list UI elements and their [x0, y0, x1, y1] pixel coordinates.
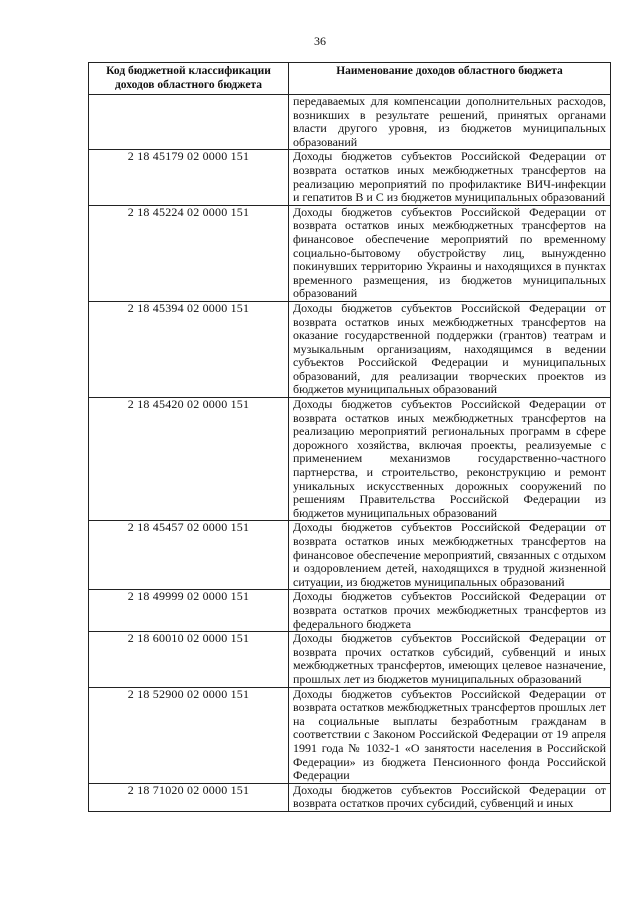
row-code: 2 18 45420 02 0000 151 — [89, 398, 289, 521]
table-row — [89, 150, 611, 205]
row-code: 2 18 49999 02 0000 151 — [89, 590, 289, 632]
budget-classification-table — [88, 62, 611, 812]
row-name: Доходы бюджетов субъектов Российской Федерации от возврата остатков иных межбюджетных трансфертов на оказание государственной поддержки (грантов) театрам и музыкальным организациям, находящимся в ведении субъектов Российской Федерации и муниципальных образований, для реализации творческих проектов из бюджетов муниципальных образований — [289, 301, 611, 397]
row-name: передаваемых для компенсации дополнительных расходов, возникших в результате решений, принятых органами власти другого уровня, из бюджетов муниципальных образований — [289, 95, 611, 150]
table-row — [89, 95, 611, 150]
row-code: 2 18 71020 02 0000 151 — [89, 783, 289, 811]
table-row — [89, 301, 611, 397]
row-code: 2 18 60010 02 0000 151 — [89, 632, 289, 687]
page-number: 36 — [314, 34, 326, 48]
row-name: Доходы бюджетов субъектов Российской Федерации от возврата остатков межбюджетных трансфертов прошлых лет на социальные выплаты безработным гражданам в соответствии с Законом Российской Федерации от 19 апреля 1991 года № 1032-1 «О занятости населения в Российской Федерации» из бюджета Пенсионного фонда Российской Федерации — [289, 687, 611, 783]
header-name: Наименование доходов областного бюджета — [289, 63, 611, 95]
row-name: Доходы бюджетов субъектов Российской Федерации от возврата остатков иных межбюджетных трансфертов на реализацию мероприятий региональных программ в сфере дорожного хозяйства, включая проекты, реализуемые с применением механизмов государственно-частного партнерства, и строительство, реконструкцию и ремонт уникальных искусственных дорожных сооружений по решениям Правительства Российской Федерации из бюджетов муниципальных образований — [289, 398, 611, 521]
table-row — [89, 590, 611, 632]
row-code — [89, 95, 289, 150]
table-header-row — [89, 63, 611, 95]
row-name: Доходы бюджетов субъектов Российской Федерации от возврата остатков иных межбюджетных трансфертов на реализацию мероприятий по профилактике ВИЧ-инфекции и гепатитов В и С из бюджетов муниципальных образований — [289, 150, 611, 205]
table-row — [89, 632, 611, 687]
row-code: 2 18 45224 02 0000 151 — [89, 205, 289, 301]
table-row — [89, 783, 611, 811]
table-row — [89, 398, 611, 521]
table-row — [89, 205, 611, 301]
row-code: 2 18 52900 02 0000 151 — [89, 687, 289, 783]
row-name: Доходы бюджетов субъектов Российской Федерации от возврата остатков прочих субсидий, субвенций и иных — [289, 783, 611, 811]
row-name: Доходы бюджетов субъектов Российской Федерации от возврата остатков прочих межбюджетных трансфертов из федерального бюджета — [289, 590, 611, 632]
row-name: Доходы бюджетов субъектов Российской Федерации от возврата остатков иных межбюджетных трансфертов на финансовое обеспечение мероприятий по временному социально-бытовому обустройству лиц, вынужденно покинувших территорию Украины и находящихся в пунктах временного размещения, из бюджетов муниципальных образований — [289, 205, 611, 301]
row-code: 2 18 45179 02 0000 151 — [89, 150, 289, 205]
table-row — [89, 687, 611, 783]
row-code: 2 18 45457 02 0000 151 — [89, 521, 289, 590]
table-row — [89, 521, 611, 590]
row-name: Доходы бюджетов субъектов Российской Федерации от возврата прочих остатков субсидий, субвенций и иных межбюджетных трансфертов, имеющих целевое назначение, прошлых лет из бюджетов муниципальных образований — [289, 632, 611, 687]
header-code: Код бюджетной классификации доходов областного бюджета — [89, 63, 289, 95]
row-code: 2 18 45394 02 0000 151 — [89, 301, 289, 397]
row-name: Доходы бюджетов субъектов Российской Федерации от возврата остатков иных межбюджетных трансфертов на финансовое обеспечение мероприятий, связанных с отдыхом и оздоровлением детей, находящихся в трудной жизненной ситуации, из бюджетов муниципальных образований — [289, 521, 611, 590]
